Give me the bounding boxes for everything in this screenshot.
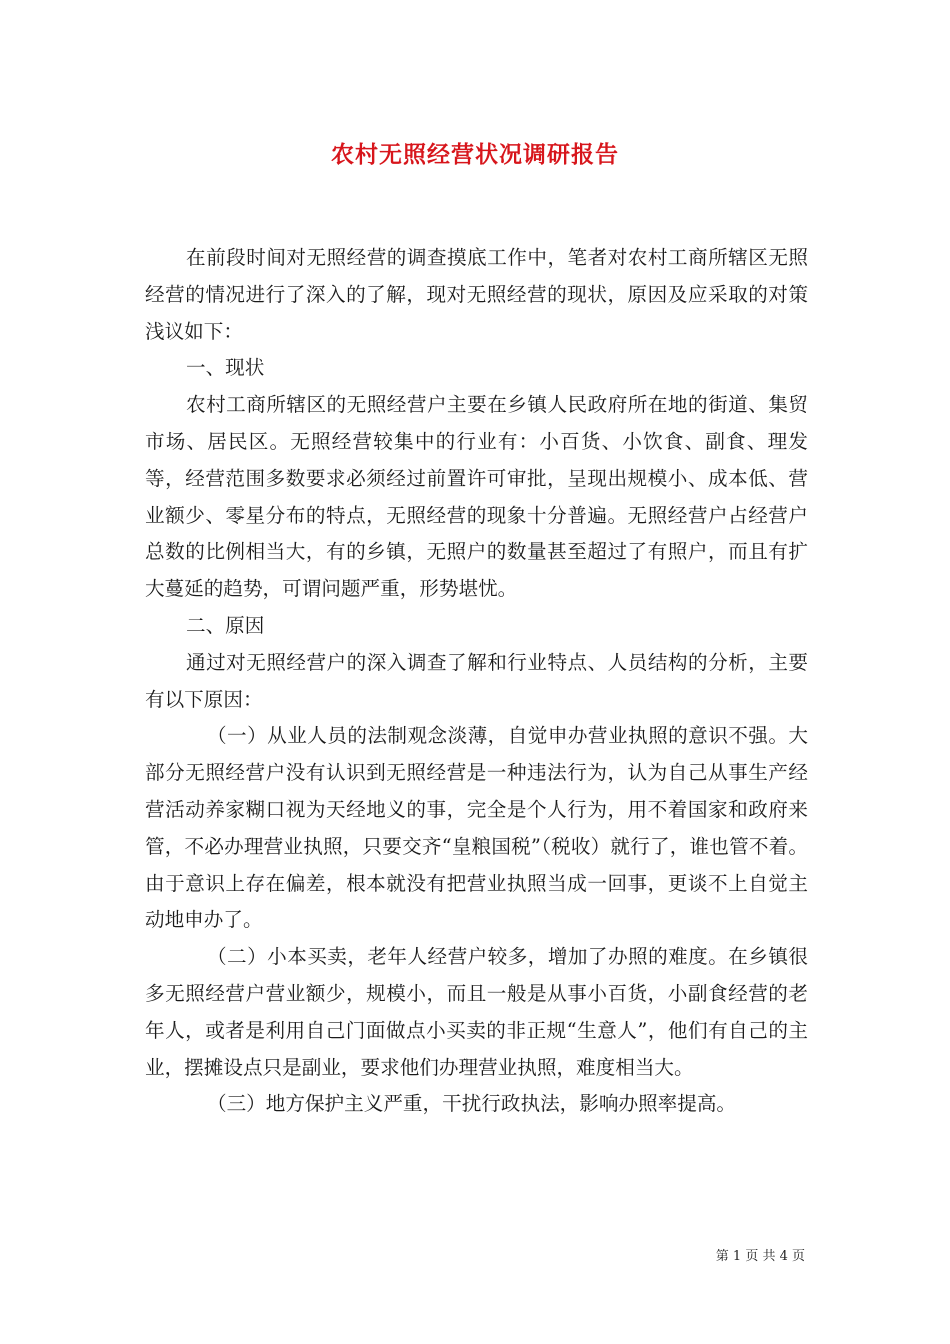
- paragraph-cause-1: （一）从业人员的法制观念淡薄，自觉申办营业执照的意识不强。大部分无照经营户没有认识到无照经营是一种违法行为，认为自己从事生产经营活动养家糊口视为天经地义的事，完全是个人行为，用不着国家和政府来管，不必办理营业执照，只要交齐“皇粮国税”（税收）就行了，谁也管不着。由于意识上存在偏差，根本就没有把营业执照当成一回事，更谈不上自觉主动地申办了。: [145, 724, 808, 932]
- heading-status: 一、现状: [186, 356, 265, 380]
- paragraph-cause-2: （二）小本买卖，老年人经营户较多，增加了办照的难度。在乡镇很多无照经营户营业额少，规模小，而且一般是从事小百货，小副食经营的老年人，或者是利用自己门面做点小买卖的非正规“生意人”，他们有自己的主业，摆摊设点只是副业，要求他们办理营业执照，难度相当大。: [145, 945, 808, 1079]
- heading-causes: 二、原因: [186, 613, 265, 637]
- paragraph-intro: 在前段时间对无照经营的调查摸底工作中，笔者对农村工商所辖区无照经营的情况进行了深入的了解，现对无照经营的现状，原因及应采取的对策浅议如下：: [145, 246, 808, 343]
- page-number-footer: 第 1 页 共 4 页: [715, 1249, 805, 1264]
- paragraph-cause-3: （三）地方保护主义严重，干扰行政执法，影响办照率提高。: [207, 1092, 737, 1116]
- paragraph-status: 农村工商所辖区的无照经营户主要在乡镇人民政府所在地的街道、集贸市场、居民区。无照经营较集中的行业有：小百货、小饮食、副食、理发等，经营范围多数要求必须经过前置许可审批，呈现出规模小、成本低、营业额少、零星分布的特点，无照经营的现象十分普遍。无照经营户占经营户总数的比例相当大，有的乡镇，无照户的数量甚至超过了有照户，而且有扩大蔓延的趋势，可谓问题严重，形势堪忧。: [145, 393, 808, 601]
- document-body: [145, 240, 808, 1123]
- page-title: 农村无照经营状况调研报告: [331, 141, 619, 168]
- paragraph-causes-intro: 通过对无照经营户的深入调查了解和行业特点、人员结构的分析，主要有以下原因：: [145, 650, 808, 711]
